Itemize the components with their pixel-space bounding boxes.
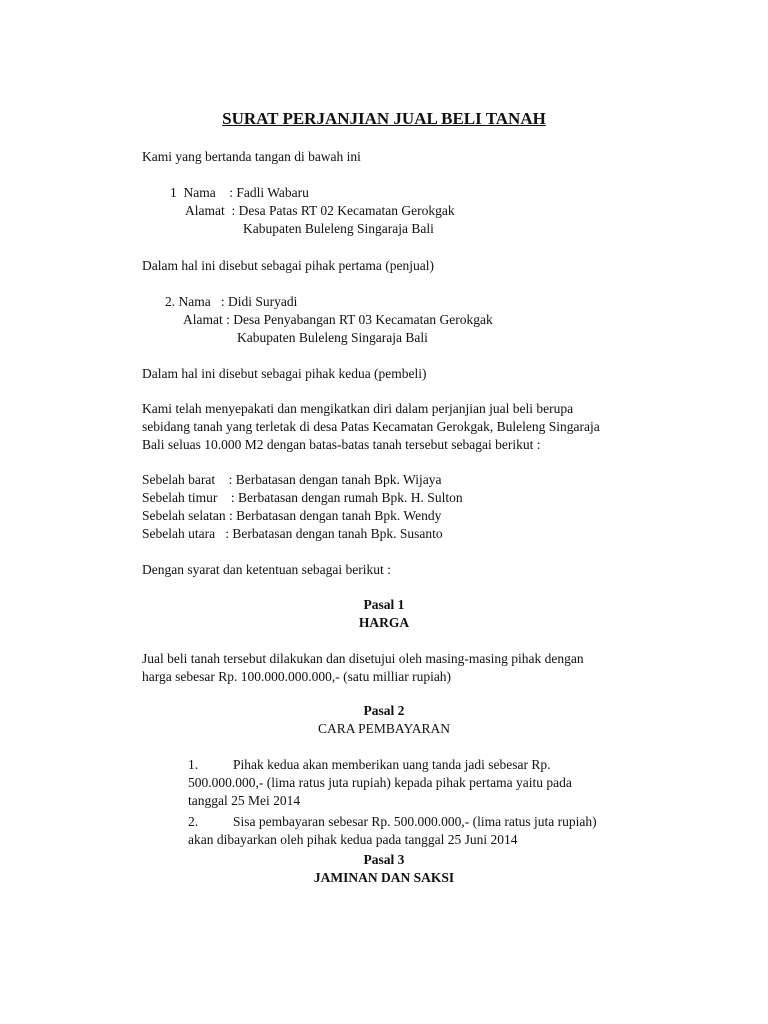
boundary-south: Sebelah selatan : Berbatasan dengan tanah Bpk. Wendy — [142, 508, 442, 523]
party1-address: Alamat : Desa Patas RT 02 Kecamatan Gerokgak — [185, 203, 455, 218]
agreement-line-1: Kami telah menyepakati dan mengikatkan diri dalam perjanjian jual beli berupa — [142, 401, 574, 416]
pasal3-heading: JAMINAN DAN SAKSI — [313, 870, 455, 885]
intro-text: Kami yang bertanda tangan di bawah ini — [142, 149, 361, 164]
party2-address: Alamat : Desa Penyabangan RT 03 Kecamatan Gerokgak — [183, 312, 493, 327]
pasal1-line-2: harga sebesar Rp. 100.000.000.000,- (satu milliar rupiah) — [142, 669, 452, 684]
boundary-west: Sebelah barat : Berbatasan dengan tanah Bpk. Wijaya — [142, 472, 442, 487]
pasal2-heading: CARA PEMBAYARAN — [318, 721, 450, 736]
boundary-east: Sebelah timur : Berbatasan dengan rumah Bpk. H. Sulton — [142, 490, 463, 505]
list-number: 2. — [188, 814, 199, 829]
party2-name: 2. Nama : Didi Suryadi — [165, 294, 298, 309]
list-text: Sisa pembayaran sebesar Rp. 500.000.000,- (lima ratus juta rupiah) — [233, 814, 597, 829]
pasal2-item-1-line-3: tanggal 25 Mei 2014 — [188, 793, 301, 808]
party1-name: 1 Nama : Fadli Wabaru — [170, 185, 309, 200]
pasal1-heading: HARGA — [358, 615, 410, 630]
conditions-intro: Dengan syarat dan ketentuan sebagai berikut : — [142, 562, 391, 577]
party1-role: Dalam hal ini disebut sebagai pihak pertama (penjual) — [142, 258, 435, 273]
agreement-line-3: Bali seluas 10.000 M2 dengan batas-batas tanah tersebut sebagai berikut : — [142, 437, 541, 452]
list-number: 1. — [188, 757, 199, 772]
list-text: Pihak kedua akan memberikan uang tanda jadi sebesar Rp. — [233, 757, 551, 772]
pasal3-number: Pasal 3 — [363, 852, 405, 867]
document-title: SURAT PERJANJIAN JUAL BELI TANAH — [222, 109, 546, 128]
pasal1-number: Pasal 1 — [363, 597, 405, 612]
pasal2-number: Pasal 2 — [363, 703, 405, 718]
pasal2-item-1-line-1 — [188, 756, 660, 774]
pasal2-item-1-line-2: 500.000.000,- (lima ratus juta rupiah) kepada pihak pertama yaitu pada — [188, 775, 572, 790]
party2-address-cont: Kabupaten Buleleng Singaraja Bali — [237, 330, 428, 345]
agreement-line-2: sebidang tanah yang terletak di desa Patas Kecamatan Gerokgak, Buleleng Singaraja — [142, 419, 600, 434]
party1-address-cont: Kabupaten Buleleng Singaraja Bali — [243, 221, 434, 236]
boundary-north: Sebelah utara : Berbatasan dengan tanah Bpk. Susanto — [142, 526, 443, 541]
pasal2-item-2-line-2: akan dibayarkan oleh pihak kedua pada tanggal 25 Juni 2014 — [188, 832, 518, 847]
pasal2-item-2-line-1 — [188, 813, 660, 831]
party2-role: Dalam hal ini disebut sebagai pihak kedua (pembeli) — [142, 366, 427, 381]
pasal1-line-1: Jual beli tanah tersebut dilakukan dan disetujui oleh masing-masing pihak dengan — [142, 651, 584, 666]
